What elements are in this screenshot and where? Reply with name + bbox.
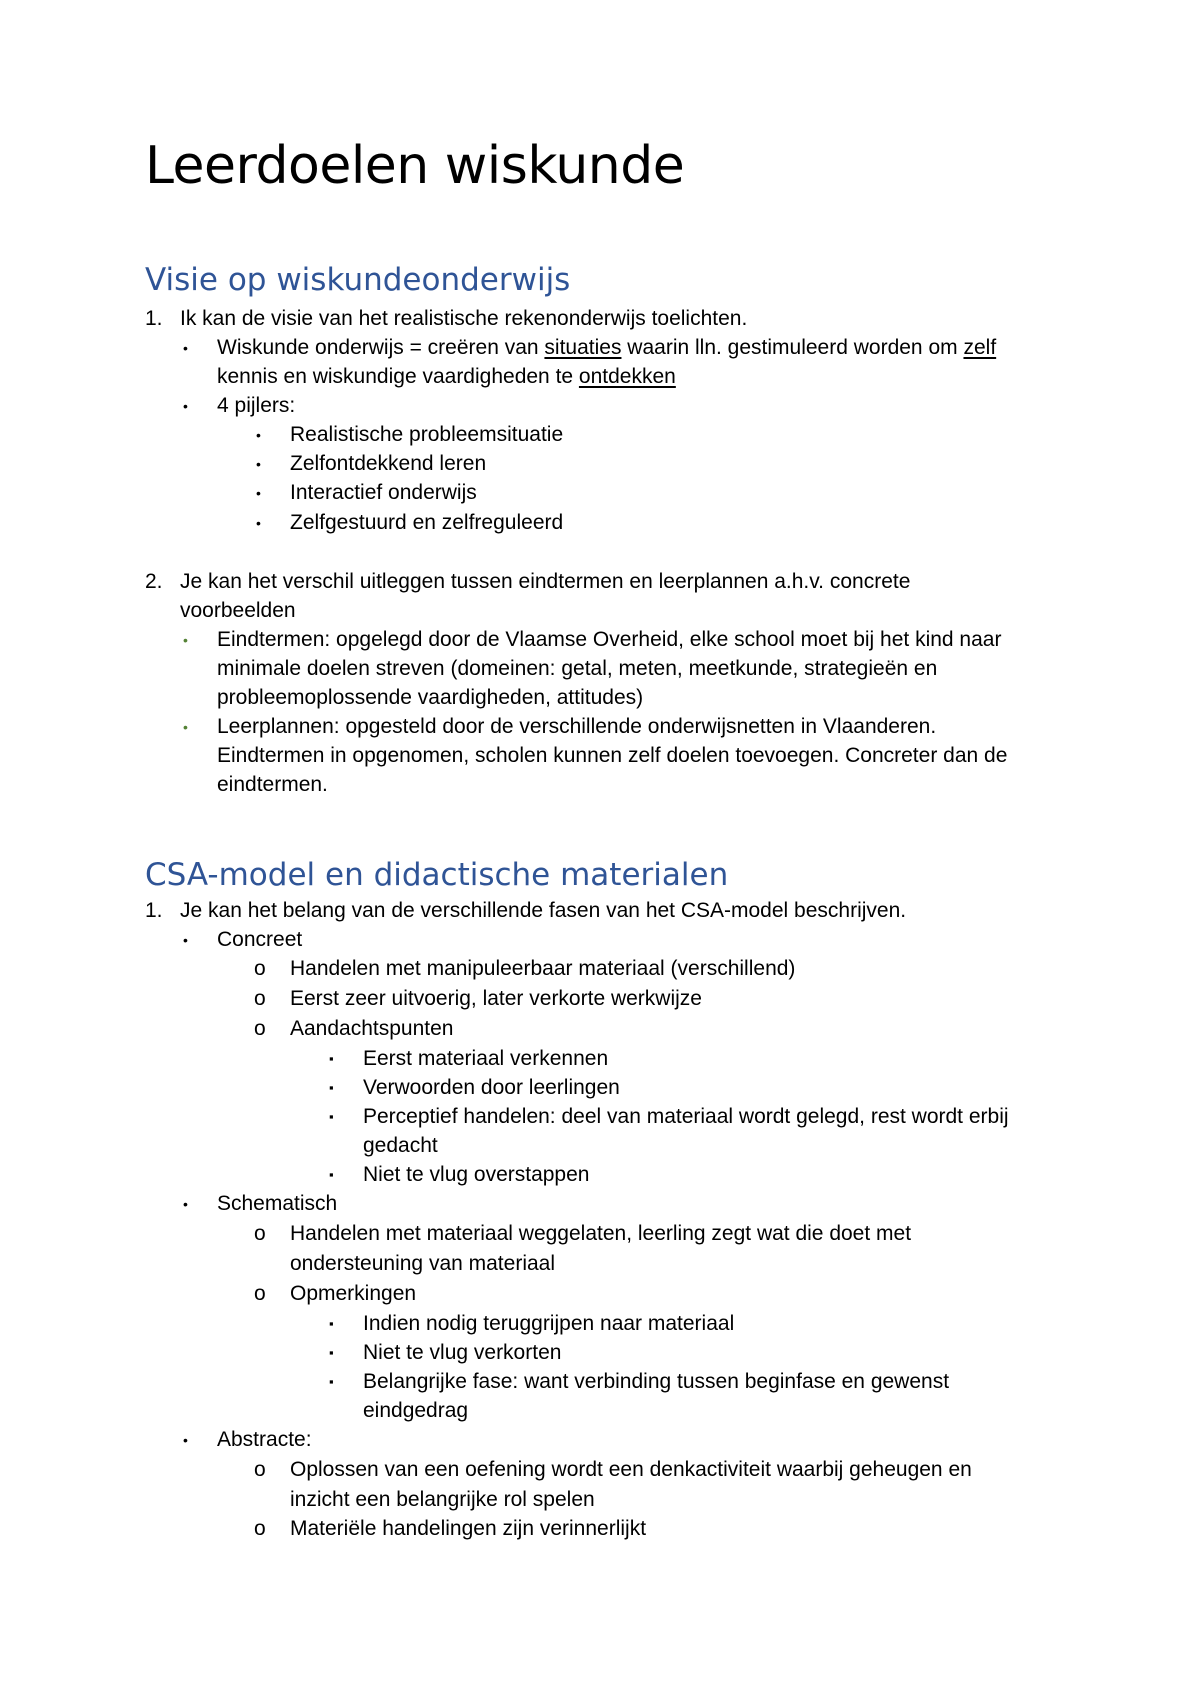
list-item: Niet te vlug overstappen: [363, 1163, 590, 1186]
bullet-icon: •: [183, 1432, 188, 1448]
list-item-continuation: Eindtermen in opgenomen, scholen kunnen zelf doelen toevoegen. Concreter dan de: [217, 744, 1008, 767]
list-item: Concreet: [217, 928, 303, 951]
square-bullet-icon: ▪: [329, 1316, 334, 1331]
list-item: 4 pijlers:: [217, 394, 296, 417]
list-item: Niet te vlug verkorten: [363, 1341, 562, 1364]
list-item: Verwoorden door leerlingen: [363, 1076, 620, 1099]
list-item-continuation: inzicht een belangrijke rol spelen: [290, 1488, 595, 1511]
list-item-continuation: ondersteuning van materiaal: [290, 1252, 556, 1275]
circle-bullet-icon: o: [254, 1222, 266, 1245]
page-title: Leerdoelen wiskunde: [145, 136, 685, 196]
square-bullet-icon: ▪: [329, 1080, 334, 1095]
circle-bullet-icon: o: [254, 957, 266, 980]
list-item: Eerst materiaal verkennen: [363, 1047, 609, 1070]
list-item-continuation: minimale doelen streven (domeinen: getal, meten, meetkunde, strategieën en: [217, 657, 938, 680]
list-item: Oplossen van een oefening wordt een denkactiviteit waarbij geheugen en: [290, 1458, 972, 1481]
bullet-icon: •: [183, 398, 188, 414]
square-bullet-icon: ▪: [329, 1109, 334, 1124]
square-bullet-icon: ▪: [329, 1167, 334, 1182]
list-item: Opmerkingen: [290, 1282, 417, 1305]
underlined-term: ontdekken: [578, 365, 676, 388]
list-item: Belangrijke fase: want verbinding tussen beginfase en gewenst: [363, 1370, 950, 1393]
list-item: Leerplannen: opgesteld door de verschillende onderwijsnetten in Vlaanderen.: [217, 715, 937, 738]
list-number: 2.: [145, 570, 163, 593]
bullet-icon: •: [256, 515, 261, 531]
bullet-icon: •: [256, 427, 261, 443]
list-number: 1.: [145, 307, 163, 330]
list-item: Aandachtspunten: [290, 1017, 454, 1040]
bullet-icon: •: [183, 932, 188, 948]
learning-goal: Ik kan de visie van het realistische rekenonderwijs toelichten.: [180, 307, 748, 330]
learning-goal: Je kan het verschil uitleggen tussen eindtermen en leerplannen a.h.v. concrete: [180, 570, 911, 593]
list-item: Realistische probleemsituatie: [290, 423, 564, 446]
list-item: Materiële handelingen zijn verinnerlijkt: [290, 1517, 647, 1540]
learning-goal: Je kan het belang van de verschillende fasen van het CSA-model beschrijven.: [180, 899, 907, 922]
section-heading-csa: CSA-model en didactische materialen: [145, 857, 729, 893]
list-item: Zelfgestuurd en zelfreguleerd: [290, 511, 564, 534]
bullet-icon: •: [183, 1196, 188, 1212]
circle-bullet-icon: o: [254, 1017, 266, 1040]
circle-bullet-icon: o: [254, 987, 266, 1010]
list-item-continuation: eindtermen.: [217, 773, 328, 796]
square-bullet-icon: ▪: [329, 1051, 334, 1066]
bullet-icon: •: [256, 456, 261, 472]
circle-bullet-icon: o: [254, 1458, 266, 1481]
list-item: Abstracte:: [217, 1428, 312, 1451]
square-bullet-icon: ▪: [329, 1345, 334, 1360]
list-number: 1.: [145, 899, 163, 922]
list-item-continuation: gedacht: [363, 1134, 438, 1157]
list-item: Perceptief handelen: deel van materiaal wordt gelegd, rest wordt erbij: [363, 1105, 1009, 1128]
underlined-term: zelf: [963, 336, 997, 359]
list-item: Wiskunde onderwijs = creëren van situaties waarin lln. gestimuleerd worden om zelf: [217, 336, 997, 359]
list-item-continuation: eindgedrag: [363, 1399, 469, 1422]
square-bullet-icon: ▪: [329, 1374, 334, 1389]
bullet-icon: •: [183, 719, 188, 735]
section-heading-visie: Visie op wiskundeonderwijs: [145, 262, 571, 298]
bullet-icon: •: [183, 340, 188, 356]
list-item: Eindtermen: opgelegd door de Vlaamse Overheid, elke school moet bij het kind naar: [217, 628, 1002, 651]
bullet-icon: •: [256, 485, 261, 501]
learning-goal-continuation: voorbeelden: [180, 599, 296, 622]
list-item: Schematisch: [217, 1192, 338, 1215]
list-item-continuation: probleemoplossende vaardigheden, attitudes): [217, 686, 644, 709]
list-item-continuation: kennis en wiskundige vaardigheden te ontdekken: [217, 365, 676, 388]
list-item: Eerst zeer uitvoerig, later verkorte werkwijze: [290, 987, 702, 1010]
list-item: Zelfontdekkend leren: [290, 452, 487, 475]
underlined-term: situaties: [544, 336, 622, 359]
list-item: Interactief onderwijs: [290, 481, 477, 504]
circle-bullet-icon: o: [254, 1517, 266, 1540]
list-item: Handelen met manipuleerbaar materiaal (verschillend): [290, 957, 796, 980]
list-item: Handelen met materiaal weggelaten, leerling zegt wat die doet met: [290, 1222, 912, 1245]
bullet-icon: •: [183, 632, 188, 648]
circle-bullet-icon: o: [254, 1282, 266, 1305]
list-item: Indien nodig teruggrijpen naar materiaal: [363, 1312, 735, 1335]
